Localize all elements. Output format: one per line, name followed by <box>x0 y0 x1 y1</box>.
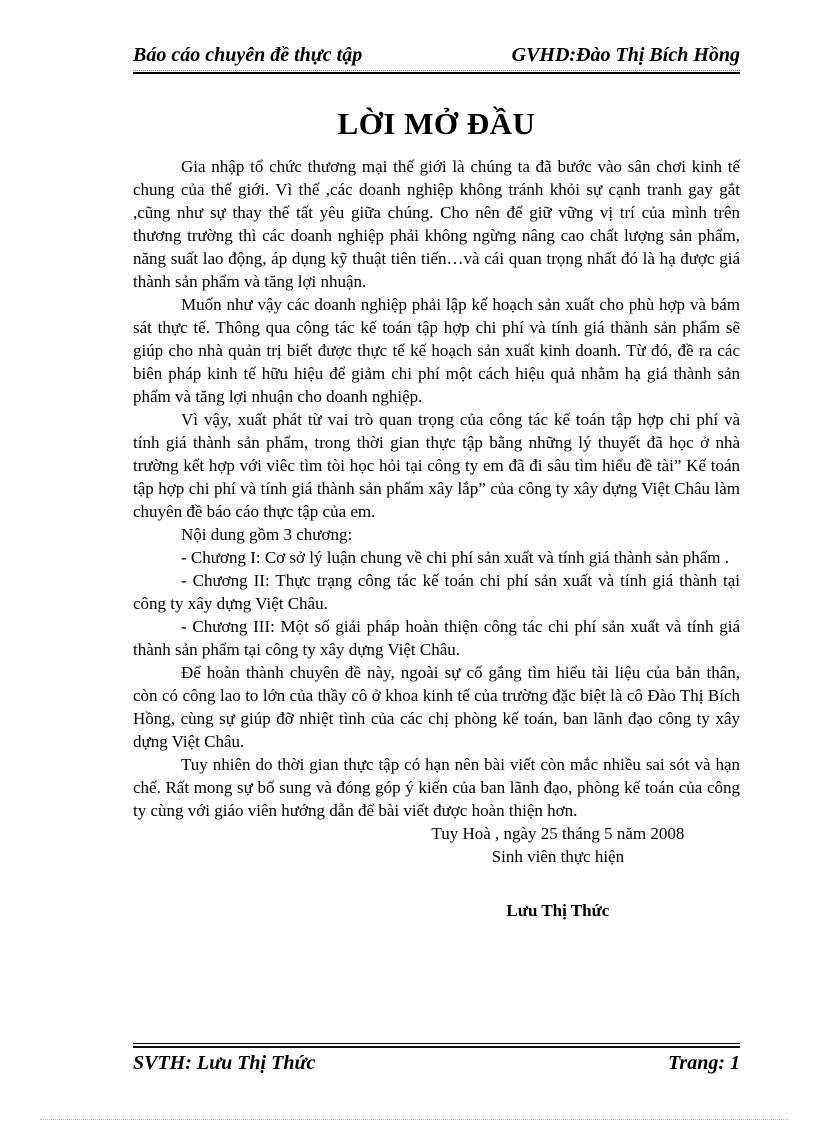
page-edge-dotted-line <box>40 1119 788 1120</box>
header-report-title: Báo cáo chuyên đề thực tập <box>133 44 363 66</box>
document-body <box>133 100 740 922</box>
paragraph-intro-2: Muốn như vậy các doanh nghiệp phải lập kế hoạch sản xuất cho phù hợp và bám sát thực tế. Thông qua công tác kế toán tập hợp chi phí và tính giá thành sản phẩm sẽ giúp cho nhà quản trị biết được thực tế kế hoạch sản xuất kinh doanh. Từ đó, đề ra các biên pháp kinh tế hữu hiệu để giảm chi phí một cách hiệu quả nhằm hạ giá thành sản phẩm và tăng lợi nhuận cho doanh nghiệp. <box>133 295 740 406</box>
paragraph-acknowledgement: Để hoàn thành chuyên đề này, ngoài sự cố gắng tìm hiểu tài liệu của bản thân, còn có công lao to lớn của thầy cô ở khoa kinh tế của trường đặc biệt là cô Đào Thị Bích Hồng, cùng sự giúp đỡ nhiệt tình của các chị phòng kế toán, ban lãnh đạo công ty xây dựng Việt Châu. <box>133 663 740 751</box>
page-header <box>133 44 740 74</box>
page-title: LỜI MỞ ĐẦU <box>337 106 536 141</box>
footer-page-number: Trang: 1 <box>667 1052 740 1074</box>
paragraph-contents-heading: Nội dung gồm 3 chương: <box>181 525 353 544</box>
paragraph-chapter-2: - Chương II: Thực trạng công tác kế toán chi phí sản xuất và tính giá thành tại công ty xây dựng Việt Châu. <box>133 571 740 613</box>
paragraph-intro-3: Vì vậy, xuất phát từ vai trò quan trọng của công tác kế toán tập hợp chi phí và tính giá thành sản phẩm, trong thời gian thực tập bằng những lý thuyết đã học ở nhà trường kết hợp với viêc tìm tòi học hỏi tại công ty em đã đi sâu tìm hiểu đề tài” Kế toán tập hợp chi phí và tính giá thành sản phẩm xây lắp” của công ty xây dựng Việt Châu làm chuyên đề báo cáo thực tập của em. <box>133 410 740 521</box>
paragraph-intro-1: Gia nhập tổ chức thương mại thế giới là chúng ta đã bước vào sân chơi kinh tế chung của thế giới. Vì thế ,các doanh nghiệp không tránh khỏi sự cạnh tranh gay gắt ,cũng như sự thay thế tất yêu giữa chúng. Cho nên để giữ vững vị trí của mình trên thương trường thì các doanh nghiệp phải không ngừng nâng cao chất lượng sản phẩm, năng suất lao động, áp dụng kỹ thuật tiên tiến…và cái quan trọng nhất đó là hạ được giá thành sản phẩm và tăng lợi nhuận. <box>133 157 740 291</box>
paragraph-chapter-3: - Chương III: Một số giải pháp hoàn thiện công tác chi phí sản xuất và tính giá thành sản phẩm tại công ty xây dựng Việt Châu. <box>133 617 740 659</box>
footer-rule <box>133 1043 740 1048</box>
footer-student-name: SVTH: Lưu Thị Thức <box>133 1052 316 1074</box>
header-rule-thick <box>133 72 740 74</box>
signature-name: Lưu Thị Thức <box>506 901 610 920</box>
page-footer <box>133 1043 740 1075</box>
signature-date-line: Tuy Hoà , ngày 25 tháng 5 năm 2008 <box>431 824 685 843</box>
paragraph-closing: Tuy nhiên do thời gian thực tập có hạn nên bài viết còn mắc nhiều sai sót và hạn chế. Rất mong sự bổ sung và đóng góp ý kiến của ban lãnh đạo, phòng kế toán của công ty cùng với giáo viên hướng dẫn để bài viết được hoàn thiện hơn. <box>133 755 740 820</box>
signature-block <box>388 822 728 922</box>
paragraph-chapter-1: - Chương I: Cơ sở lý luận chung về chi phí sản xuất và tính giá thành sản phẩm . <box>181 548 729 567</box>
signature-role-line: Sinh viên thực hiện <box>491 847 625 866</box>
header-supervisor: GVHD:Đào Thị Bích Hồng <box>511 44 740 66</box>
